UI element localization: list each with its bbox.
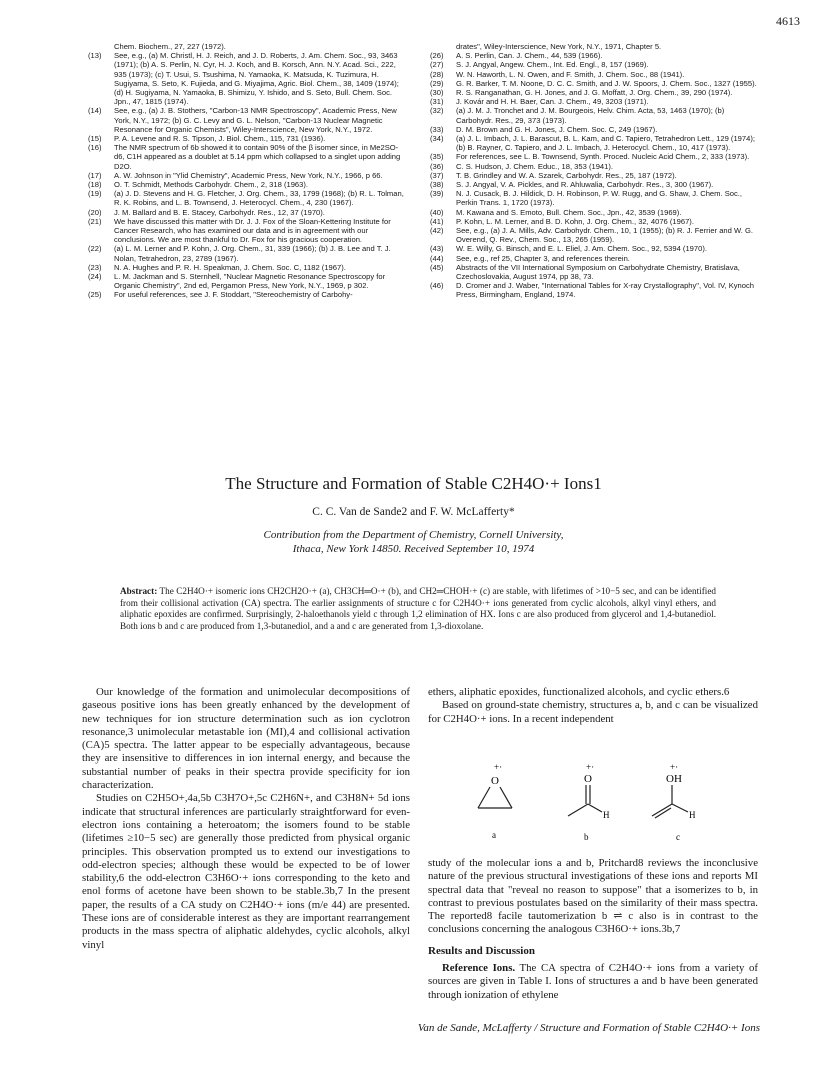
reference-text: S. J. Angyal, V. A. Pickles, and R. Ahluwalia, Carbohydr. Res., 3, 300 (1967). [456,180,714,190]
reference-text: J. Kovár and H. H. Baer, Can. J. Chem., 49, 3203 (1971). [456,97,649,107]
hydrogen-atom-label: H [603,810,610,820]
reference-text: G. R. Barker, T. M. Noone, D. C. C. Smith, and J. W. Spoors, J. Chem. Soc., 1327 (1955). [456,78,757,88]
reference-item [430,97,760,106]
radical-cation-mark: +· [586,762,595,772]
reference-number: (17) [88,170,102,180]
reference-text: See, e.g., ref 25, Chapter 3, and references therein. [456,253,630,263]
section-heading: Results and Discussion [428,944,535,957]
reference-item [88,208,404,217]
reference-number: (15) [88,134,102,144]
reference-number: (46) [430,281,444,291]
body-left-column [82,686,410,952]
structure-label-a: a [492,830,496,840]
reference-text: Chem. Biochem., 27, 227 (1972). [114,42,226,51]
affiliation-line-2: Ithaca, New York 14850. Received September 10, 1974 [292,543,535,555]
reference-number: (44) [430,253,444,263]
reference-number: (13) [88,51,102,61]
reference-text: For useful references, see J. F. Stoddart, "Stereochemistry of Carbohy- [114,290,353,300]
reference-number: (32) [430,106,444,116]
reference-text: See, e.g., (a) J. B. Stothers, "Carbon-13 NMR Spectroscopy", Academic Press, New York, N.Y., 1972; (b) G. C. Levy and G. L. Nelson, "Carbon-13 Nuclear Magnetic Resonance for Organic Chemists", Wiley-Interscience, New York, N.Y., 1972. [114,106,397,134]
structure-b [568,762,610,842]
page-number: 4613 [776,14,800,28]
runin-text: The CA spectra of C2H4O·+ ions from a variety of sources are given in Table I. Ions of structures a and b have been generated through ionization of ethylene [428,962,758,1001]
reference-item [430,70,760,79]
reference-number: (41) [430,216,444,226]
reference-text: We have discussed this matter with Dr. J. J. Fox of the Sloan-Kettering Institute for Cancer Research, who has examined our data and is in agreement with our conclusions. We are most thankful to Dr. Fox for his gracious cooperation. [114,216,391,245]
reference-number: (16) [88,143,102,153]
oxygen-atom-label: O [584,773,592,785]
affiliation-line-1: Contribution from the Department of Chemistry, Cornell University, [263,529,564,541]
reference-item [430,208,760,217]
abstract-label: Abstract: [120,586,158,596]
reference-item [430,60,760,69]
body-right-column-top [428,686,758,726]
reference-text: N. A. Hughes and P. R. H. Speakman, J. Chem. Soc. C, 1182 (1967). [114,262,346,272]
footer-running-head: Van de Sande, McLafferty / Structure and Formation of Stable C2H4O·+ Ions [417,1022,760,1034]
radical-cation-mark: +· [494,762,503,772]
reference-item [430,134,760,152]
reference-item [430,42,760,51]
reference-text: See, e.g., (a) J. A. Mills, Adv. Carbohydr. Chem., 10, 1 (1955); (b) R. J. Ferrier and W. G. Overend, Q. Rev., Chem. Soc., 13, 265 (1959). [456,226,753,245]
reference-text: (a) J. D. Stevens and H. G. Fletcher, J. Org. Chem., 33, 1799 (1968); (b) R. L. Tolman, R. K. Robins, and L. B. Townsend, J. Heterocycl. Chem., 4, 230 (1967). [114,189,404,208]
reference-number: (38) [430,180,444,190]
reference-text: S. J. Angyal, Angew. Chem., Int. Ed. Engl., 8, 157 (1969). [456,60,649,70]
runin-heading: Reference Ions. [442,962,516,975]
reference-item [88,42,404,51]
affiliation [0,528,827,556]
reference-text: (a) L. M. Lerner and P. Kohn, J. Org. Chem., 31, 339 (1966); (b) J. B. Lee and T. J. Nolan, Tetrahedron, 23, 2789 (1967). [114,244,391,263]
reference-item [88,134,404,143]
reference-text: W. N. Haworth, L. N. Owen, and F. Smith, J. Chem. Soc., 88 (1941). [456,69,685,79]
reference-text: P. A. Levene and R. S. Tipson, J. Biol. Chem., 115, 731 (1936). [114,134,326,144]
reference-number: (33) [430,124,444,134]
reference-text: C. S. Hudson, J. Chem. Educ., 18, 353 (1941). [456,161,614,171]
reference-text: T. B. Grindley and W. A. Szarek, Carbohydr. Res., 25, 187 (1972). [456,170,677,180]
structure-a [478,762,512,840]
hydroxyl-label: OH [666,773,682,785]
reference-text: (a) J. L. Imbach, J. L. Barascut, B. L. Kam, and C. Tapiero, Tetrahedron Lett., 129 (1974); (b) B. Rayner, C. Tapiero, and J. L. Imbach, J. Heterocycl. Chem., 10, 417 (1973). [456,134,755,153]
reference-item [88,272,404,290]
reference-number: (30) [430,88,444,98]
reference-text: L. M. Jackman and S. Sternhell, "Nuclear Magnetic Resonance Spectroscopy for Organic Chemistry", 2nd ed, Pergamon Press, New York, N.Y., 1969, p 302. [114,272,386,291]
references-left-column [88,42,404,300]
reference-text: Abstracts of the VII International Symposium on Carbohydrate Chemistry, Bratislava, Czechoslovakia, August 1974, pp 38, 73. [456,262,740,282]
reference-text: See, e.g., (a) M. Christl, H. J. Reich, and J. D. Roberts, J. Am. Chem. Soc., 93, 3463 (1971); (b) A. S. Perlin, N. Cyr, H. J. Koch, and B. Korsch, Ann. N.Y. Acad. Sci., 222, 935 (1973); (c) T. Usui, S. Tsushima, N. Yamaoka, K. Matsuda, K. Tuzimura, H. Sugiyama, S. Seto, K. Fujieda, and G. Miyajima, Agric. Biol. Chem., 38, 1409 (1974); (d) H. Sugiyama, N. Yamaoka, B. Shimizu, Y. Ishido, and S. Seto, Bull. Chem. Soc. Jpn., 47, 1815 (1974). [114,51,399,107]
reference-number: (28) [430,69,444,79]
reference-item [430,281,760,299]
reference-item [430,79,760,88]
reference-item [430,226,760,244]
reference-item [88,217,404,245]
reference-item [88,106,404,134]
reference-number: (24) [88,272,102,282]
reference-number: (43) [430,244,444,254]
reference-number: (35) [430,152,444,162]
reference-number: (31) [430,97,444,107]
reference-item [430,254,760,263]
reference-item [88,143,404,171]
reference-item [88,263,404,272]
reference-item [430,217,760,226]
reference-item [430,171,760,180]
reference-item [430,244,760,253]
reference-number: (45) [430,262,444,272]
reference-text: N. J. Cusack, B. J. Hildick, D. H. Robinson, P. W. Rugg, and G. Shaw, J. Chem. Soc., Perkin Trans. 1, 1720 (1973). [456,189,742,208]
reference-number: (19) [88,189,102,199]
reference-number: (20) [88,207,102,217]
reference-number: (25) [88,290,102,300]
structure-label-c: c [676,832,680,842]
reference-text: J. M. Ballard and B. E. Stacey, Carbohydr. Res., 12, 37 (1970). [114,207,325,217]
article-title: The Structure and Formation of Stable C2H4O·+ Ions1 [225,474,602,493]
reference-number: (26) [430,51,444,61]
reference-item [430,125,760,134]
body-paragraph: Based on ground-state chemistry, structures a, b, and c can be visualized for C2H4O·+ ions. In a recent independent [428,699,758,725]
reference-number: (27) [430,60,444,70]
reference-number: (18) [88,180,102,190]
reference-text: P. Kohn, L. M. Lerner, and B. D. Kohn, J. Org. Chem., 32, 4076 (1967). [456,216,694,226]
reference-number: (29) [430,78,444,88]
body-paragraph: study of the molecular ions a and b, Pritchard8 reviews the inconclusive nature of the previous structural investigations of these ions and reports MI spectral data that "reveal no reason to suppose" that a isomerizes to b, in contrast to previous postulates based on the similarity of their mass spectra. The reported8 facile tautomerization b ⇌ c also is in contrast to the conclusions concerning the analogous C3H6O·+ ions.3b,7 [428,857,758,936]
reference-item [430,162,760,171]
authors: C. C. Van de Sande2 and F. W. McLafferty* [312,506,515,518]
reference-text: D. M. Brown and G. H. Jones, J. Chem. Soc. C, 249 (1967). [456,124,658,134]
body-paragraph [428,962,758,1002]
radical-cation-mark: +· [670,762,679,772]
reference-number: (36) [430,161,444,171]
reference-item [430,263,760,281]
hydrogen-atom-label: H [689,810,696,820]
abstract [120,586,716,632]
reference-item [430,152,760,161]
reference-item [88,290,404,299]
reference-number: (22) [88,244,102,254]
reference-number: (34) [430,134,444,144]
reference-text: M. Kawana and S. Emoto, Bull. Chem. Soc., Jpn., 42, 3539 (1969). [456,207,682,217]
reference-text: drates", Wiley-Interscience, New York, N.Y., 1971, Chapter 5. [456,42,662,51]
body-paragraph: Studies on C2H5O+,4a,5b C3H7O+,5c C2H6N+, and C3H8N+ 5d ions indicate that structural inferences are particularly straightforward for even-electron ions containing a heteroatom; the isomers found to be stable (lifetimes ≥10−5 sec) are generally those predicted from physical organic principles. This observation prompted us to extend our investigations to odd-electron species; although these would be expected to be of lower stability,6 the odd-electron C3H6O·+ ions corresponding to the keto and enol forms of acetone have been shown to be stable.3b,7 In the present paper, the results of a CA study on C2H4O·+ ions (m/e 44) are presented. These ions are of considerable interest as they are important rearrangement products in the mass spectra of aliphatic aldehydes, cyclic alcohols, alkyl vinyl [82,792,410,951]
references-right-column [430,42,760,300]
reference-number: (40) [430,207,444,217]
oxygen-atom-label: O [491,775,499,787]
reference-text: D. Cromer and J. Waber, "International Tables for X-ray Crystallography", Vol. IV, Kynoch Press, Birmingham, England, 1974. [456,281,755,300]
reference-text: R. S. Ranganathan, G. H. Jones, and J. G. Moffatt, J. Org. Chem., 39, 290 (1974). [456,88,733,98]
reference-item [88,171,404,180]
reference-number: (42) [430,226,444,236]
reference-number: (14) [88,106,102,116]
reference-item [88,51,404,106]
reference-item [430,180,760,189]
reference-number: (39) [430,189,444,199]
reference-text: (a) J. M. J. Tronchet and J. M. Bourgeois, Helv. Chim. Acta, 53, 1463 (1970); (b) Carbohydr. Res., 29, 373 (1973). [456,106,725,125]
abstract-text: The C2H4O·+ isomeric ions CH2CH2O·+ (a), CH3CH═O·+ (b), and CH2═CHOH·+ (c) are stable, with lifetimes of >10−5 sec, and can be identified from their collisional activation (CA) spectra. The earlier assignments of structure c for C2H4O·+ ions generated from cyclic alcohols, alkyl vinyl ethers, and aliphatic epoxides are confirmed. Surprisingly, 2-haloethanols yield c through 1,2 elimination of HX. Ions c are also produced from glycerol and 1,4-butanediol. Both ions b and c are produced from 1,3-butanediol, and a and c are generated from 1,3-dioxolane. [120,586,716,631]
reference-text: A. W. Johnson in "Ylid Chemistry", Academic Press, New York, N.Y., 1966, p 66. [114,170,383,180]
body-paragraph: Our knowledge of the formation and unimolecular decompositions of gaseous positive ions has been greatly enhanced by the development of new techniques for ion structure determination such as ion cyclotron resonance,3 unimolecular metastable ion (MI),4 and collisional activation (CA)5 spectra. The latter appear to be especially advantageous, because they are insensitive to differences in ion internal energy, and because the substantial number of peaks in their spectra provide specificity for ion characterization. [82,686,410,792]
structure-label-b: b [584,832,589,842]
reference-number: (37) [430,170,444,180]
reference-item [430,88,760,97]
reference-number: (21) [88,216,102,226]
reference-item [88,180,404,189]
reference-item [88,244,404,262]
reference-item [430,189,760,207]
reference-text: The NMR spectrum of 6b showed it to contain 90% of the β isomer since, in Me2SO-d6, C1H appeared as a doublet at 5.14 ppm which collapsed to a singlet upon adding D2O. [114,143,401,171]
reference-text: W. E. Willy, G. Binsch, and E. L. Eliel, J. Am. Chem. Soc., 92, 5394 (1970). [456,244,707,254]
reference-number: (23) [88,262,102,272]
reference-item [88,189,404,207]
body-right-column-bottom [428,857,758,1002]
reference-text: A. S. Perlin, Can. J. Chem., 44, 539 (1966). [456,51,603,61]
reference-item [430,51,760,60]
reference-text: O. T. Schmidt, Methods Carbohydr. Chem., 2, 318 (1963). [114,180,309,190]
reference-text: For references, see L. B. Townsend, Synth. Proced. Nucleic Acid Chem., 2, 333 (1973). [456,152,750,162]
body-paragraph: ethers, aliphatic epoxides, functionalized alcohols, and cyclic ethers.6 [428,686,730,698]
reference-item [430,106,760,124]
structure-c [652,762,696,842]
structures-figure [470,760,740,852]
